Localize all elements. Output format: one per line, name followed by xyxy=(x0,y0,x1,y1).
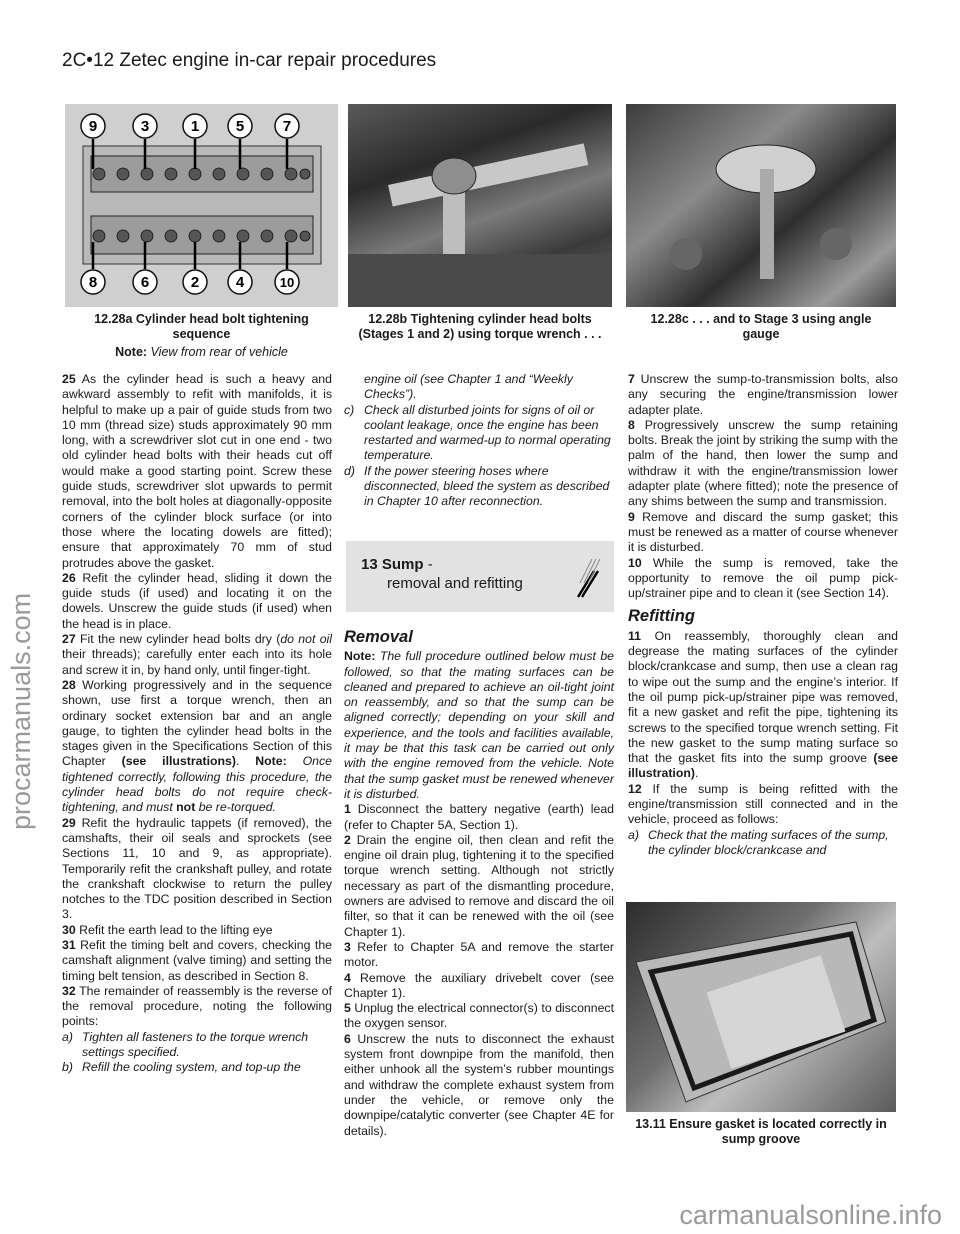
bottom-watermark: carmanualsonline.info xyxy=(679,1200,942,1230)
paragraph-12: 12 If the sump is being refitted with the engine/transmission still connected and in the vehicle, proceed as follows: xyxy=(628,781,899,827)
bolt-label: 9 xyxy=(88,118,98,135)
paragraph-32: 32 The remainder of reassembly is the reverse of the removal procedure, noting the following points: xyxy=(62,983,332,1029)
bolt-label: 6 xyxy=(140,274,150,291)
bolt-sequence-diagram xyxy=(65,104,338,307)
note-paragraph: Note: The full procedure outlined below must be followed, so that the mating surfaces can be cleaned and prepared to achieve an oil-tight joint on reassembly, and so that the sump can be aligned correctly; depending on your skill and experience, and the tools and facilities available, it may be that this task can be carried out only with the engine removed from the vehicle. Note that the sump gasket must be renewed whenever it is disturbed. xyxy=(344,649,614,801)
paragraph-1: 1 Disconnect the battery negative (earth) lead (refer to Chapter 5A, Section 1). xyxy=(344,802,614,832)
bolt-label: 5 xyxy=(235,118,245,135)
side-watermark: procarmanuals.com xyxy=(6,592,36,830)
paragraph-5: 5 Unplug the electrical connector(s) to disconnect the oxygen sensor. xyxy=(344,1001,614,1031)
photo-sump-gasket xyxy=(626,902,896,1112)
paragraph-28: 28 Working progressively and in the sequence shown, use first a torque wrench, then an ordinary socket extension bar and an angle gauge, to tighten the cylinder head bolts in the stages given in the Specifications Section of this Chapter (see illustrations). Note: Once tightened correctly, following this procedure, the cylinder head bolts do not require check-tightening, and must not be re-torqued. xyxy=(62,677,332,815)
section-heading-box: 13 Sump - removal and refitting xyxy=(346,541,614,612)
paragraph-10: 10 While the sump is removed, take the opportunity to remove the oil pump pick-up/strainer pipe and to clean it (see Section 14). xyxy=(628,555,899,601)
bolt-label: 4 xyxy=(235,274,245,291)
paragraph-6: 6 Unscrew the nuts to disconnect the exhaust system front downpipe from the manifold, then either unhook all the system’s rubber mountings and withdraw the complete exhaust system from under the vehicle, or remove only the downpipe/catalytic converter (see Chapter 4E for details). xyxy=(344,1031,615,1138)
paragraph-25: 25 As the cylinder head is such a heavy and awkward assembly to refit with manifolds, it is helpful to make up a pair of guide studs from two 10 mm (thread size) studs approximately 90 mm long, with a screwdriver slot cut in one end - two old cylinder head bolts with their heads cut off would make a good starting point. Screw these guide studs, screwdriver slot upwards to permit removal, into the bolt holes at diagonally-opposite corners of the cylinder block surface (or into those where the locating dowels are fitted); ensure that approximately 70 mm of stud protrudes above the gasket. xyxy=(62,372,333,570)
paragraph-3: 3 Refer to Chapter 5A and remove the starter motor. xyxy=(344,939,614,970)
bolt-label: 7 xyxy=(282,118,292,135)
paragraph-2: 2 Drain the engine oil, then clean and refit the engine oil drain plug, tightening it to the specified torque wrench setting. Although not strictly necessary as part of the dismantling procedure, owners are advised to remove and discard the oil filter, so that it can be renewed with the oil (see Chapter 1). xyxy=(344,832,614,939)
bolt-label: 1 xyxy=(190,118,200,135)
list-item: b) Refill the cooling system, and top-up the xyxy=(62,1060,301,1075)
figure-a-note: Note: View from rear of vehicle xyxy=(115,345,288,359)
figure-d-caption: 13.11 Ensure gasket is located correctly in sump groove xyxy=(635,1117,887,1146)
figure-c-caption: 12.28c . . . and to Stage 3 using angle gauge xyxy=(650,312,872,341)
section-subtitle: removal and refitting xyxy=(387,575,523,592)
paragraph-11: 11 On reassembly, thoroughly clean and degrease the mating surfaces of the cylinder block/crankcase and sump, then use a clean rag to wipe out the sump and the engine’s interior. If the oil pump pick-up/strainer pipe was removed, fit a new gasket and refit the pipe, tightening its screws to the specified torque wrench setting. Fit the new gasket to the sump mating surface so that the gasket fits into the sump groove (see illustration). xyxy=(628,628,898,781)
paragraph-30: 30 Refit the earth lead to the lifting eye xyxy=(62,922,273,937)
bolt-label: 3 xyxy=(140,118,150,135)
figure-bolt-sequence xyxy=(65,104,338,307)
heading-removal: Removal xyxy=(344,628,413,646)
photo-torque-wrench xyxy=(348,104,612,307)
text-column-3 xyxy=(628,372,898,858)
paragraph-7: 7 Unscrew the sump-to-transmission bolts, also any securing the engine/transmission lower adapter plate. xyxy=(628,372,898,417)
text-column-2 xyxy=(344,372,614,510)
paragraph-27: 27 Fit the new cylinder head bolts dry (do not oil their threads); carefully enter each into its hole and screw it in, by hand only, until finger-tight. xyxy=(62,632,332,677)
text-column-1 xyxy=(62,372,332,1076)
section-number: 13 xyxy=(361,556,378,573)
list-item: a) Check that the mating surfaces of the sump, the cylinder block/crankcase and xyxy=(628,827,889,857)
photo-angle-gauge xyxy=(626,104,896,307)
bolt-label: 8 xyxy=(88,274,98,291)
paragraph-8: 8 Progressively unscrew the sump retaining bolts. Break the joint by striking the sump with the palm of the hand, then lower the sump and withdraw it with the engine/transmission lower adapter plate (where fitted); note the presence of any shims between the sump and transmission. xyxy=(628,417,898,509)
paragraph-29: 29 Refit the hydraulic tappets (if removed), the camshafts, their oil seals and sprockets (see Sections 11, 10 and 9, as appropriate). Temporarily refit the crankshaft pulley, and rotate the crankshaft clockwise to return the pulley notches to the TDC position described in Section 3. xyxy=(62,815,333,922)
paragraph-4: 4 Remove the auxiliary drivebelt cover (see Chapter 1). xyxy=(344,970,614,1000)
text-column-2b xyxy=(344,622,614,1139)
section-title: Sump xyxy=(381,556,424,573)
figure-a-caption: 12.28a Cylinder head bolt tightening sequence Note: View from rear of vehicle xyxy=(65,312,338,360)
figure-b-caption: 12.28b Tightening cylinder head bolts (Stages 1 and 2) using torque wrench . . . xyxy=(358,312,602,341)
heading-refitting: Refitting xyxy=(628,607,695,626)
difficulty-spanner-icon xyxy=(574,553,600,601)
list-item: d) If the power steering hoses where disconnected, bleed the system as described in Chapter 10 after reconnection. xyxy=(344,463,610,509)
paragraph-9: 9 Remove and discard the sump gasket; this must be renewed as a matter of course whenever it is disturbed. xyxy=(628,509,898,555)
paragraph-31: 31 Refit the timing belt and covers, checking the camshaft alignment (valve timing) and setting the timing belt tension, as described in Section 8. xyxy=(62,937,333,983)
list-item: engine oil (see Chapter 1 and “Weekly Checks”). xyxy=(364,372,573,402)
bolt-label: 2 xyxy=(190,274,200,291)
list-item: a) Tighten all fasteners to the torque wrench settings specified. xyxy=(62,1029,309,1060)
paragraph-26: 26 Refit the cylinder head, sliding it down the guide studs (if used) and locating it on the dowels. Unscrew the guide studs (if used) when the head is in place. xyxy=(62,570,332,631)
list-item: c) Check all disturbed joints for signs of oil or coolant leakage, once the engine has been restarted and warmed-up to normal operating temperature. xyxy=(344,402,611,463)
page-header: 2C•12 Zetec engine in-car repair procedures xyxy=(62,50,437,71)
bolt-label: 10 xyxy=(279,275,295,290)
